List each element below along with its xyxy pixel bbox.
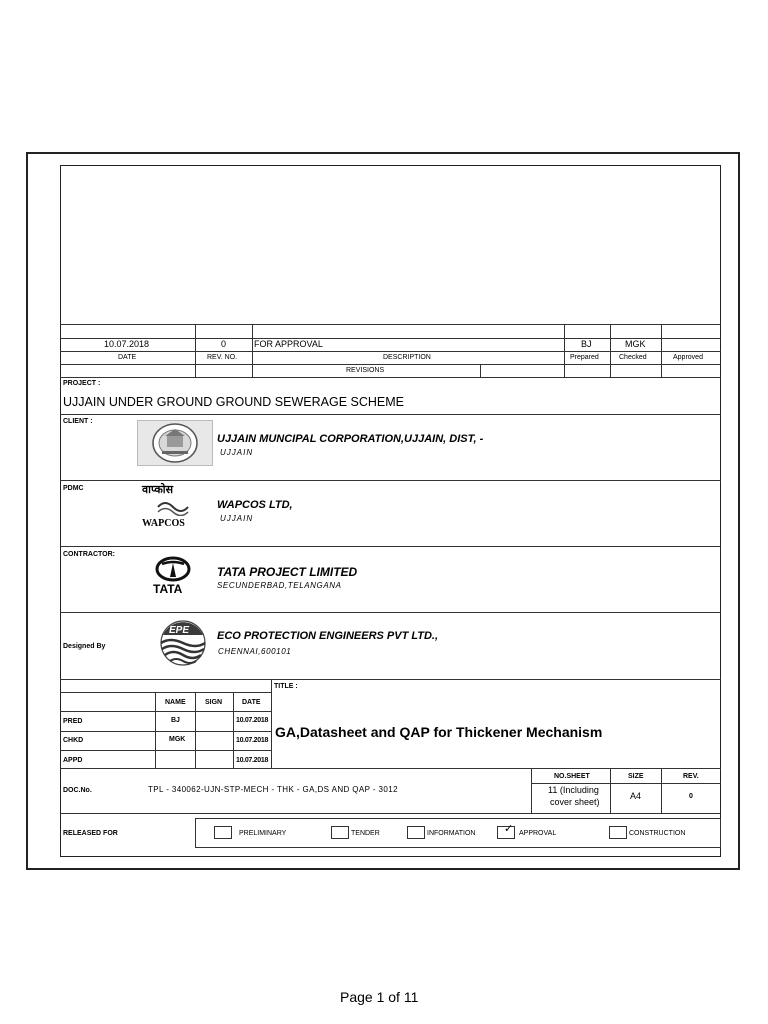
signoff-header-date: DATE — [242, 699, 261, 706]
title-label: TITLE : — [274, 683, 298, 690]
revision-prepared: BJ — [581, 339, 592, 349]
revision-date: 10.07.2018 — [104, 339, 150, 349]
rev-label: REV. — [683, 773, 699, 780]
check-mark-icon: ✓ — [504, 823, 514, 835]
size-label: SIZE — [628, 773, 644, 780]
revision-description: FOR APPROVAL — [254, 339, 323, 349]
header-prepared: Prepared — [570, 354, 599, 361]
no-sheet-value: 11 (Including — [548, 785, 599, 795]
revision-number: 0 — [221, 339, 227, 349]
doc-number-label: DOC.No. — [63, 787, 92, 794]
wapcos-logo: वाप्कोस WAPCOS — [138, 485, 208, 531]
page-number: Page 1 of 11 — [340, 989, 419, 1005]
size-value: A4 — [630, 791, 642, 801]
client-label: CLIENT : — [63, 418, 93, 425]
signoff-role: APPD — [63, 757, 83, 764]
client-name: UJJAIN MUNCIPAL CORPORATION,UJJAIN, DIST, - — [217, 433, 484, 445]
signoff-date: 10.07.2018 — [236, 757, 269, 764]
rev-value: 0 — [689, 793, 693, 800]
signoff-header-name: NAME — [165, 699, 186, 706]
signoff-name: MGK — [169, 736, 186, 743]
contractor-name: TATA PROJECT LIMITED — [217, 565, 358, 579]
doc-number: TPL - 340062-UJN-STP-MECH - THK - GA,DS AND QAP - 3012 — [148, 785, 398, 794]
tata-logo: TATA — [150, 556, 196, 596]
client-city: UJJAIN — [220, 448, 254, 457]
designer-label: Designed By — [63, 643, 106, 650]
signoff-header-sign: SIGN — [205, 699, 223, 706]
signoff-role: PRED — [63, 718, 83, 725]
construction-label: CONSTRUCTION — [629, 830, 686, 837]
signoff-date: 10.07.2018 — [236, 717, 269, 724]
preliminary-checkbox[interactable] — [214, 826, 232, 839]
revisions-caption: REVISIONS — [346, 367, 385, 374]
signoff-name: BJ — [171, 717, 180, 724]
designer-city: CHENNAI,600101 — [218, 647, 292, 656]
project-name: UJJAIN UNDER GROUND GROUND SEWERAGE SCHEME — [63, 395, 404, 409]
header-description: DESCRIPTION — [383, 354, 431, 361]
header-date: DATE — [118, 354, 137, 361]
no-sheet-label: NO.SHEET — [554, 773, 590, 780]
approval-checkbox[interactable] — [497, 823, 515, 839]
ujjain-corporation-logo — [137, 420, 213, 466]
header-approved: Approved — [673, 354, 703, 361]
epe-logo: EPE — [157, 619, 209, 667]
information-checkbox[interactable] — [407, 826, 425, 839]
designer-name: ECO PROTECTION ENGINEERS PVT LTD., — [217, 630, 439, 642]
contractor-city: SECUNDERBAD,TELANGANA — [217, 581, 342, 590]
contractor-label: CONTRACTOR: — [63, 551, 115, 558]
released-for-label: RELEASED FOR — [63, 830, 118, 837]
document-title: GA,Datasheet and QAP for Thickener Mechanism — [275, 724, 603, 740]
signoff-date: 10.07.2018 — [236, 737, 269, 744]
pdmc-name: WAPCOS LTD, — [217, 499, 293, 511]
revision-checked: MGK — [625, 339, 646, 349]
header-checked: Checked — [619, 354, 647, 361]
project-label: PROJECT : — [63, 380, 101, 387]
tender-label: TENDER — [351, 830, 380, 837]
header-rev-no: REV. NO. — [207, 354, 238, 361]
approval-label: APPROVAL — [519, 830, 557, 837]
no-sheet-value-note: cover sheet) — [550, 797, 600, 807]
information-label: INFORMATION — [427, 830, 476, 837]
pdmc-city: UJJAIN — [220, 514, 254, 523]
signoff-role: CHKD — [63, 737, 84, 744]
preliminary-label: PRELIMINARY — [239, 830, 287, 837]
tender-checkbox[interactable] — [331, 826, 349, 839]
pdmc-label: PDMC — [63, 485, 84, 492]
construction-checkbox[interactable] — [609, 826, 627, 839]
